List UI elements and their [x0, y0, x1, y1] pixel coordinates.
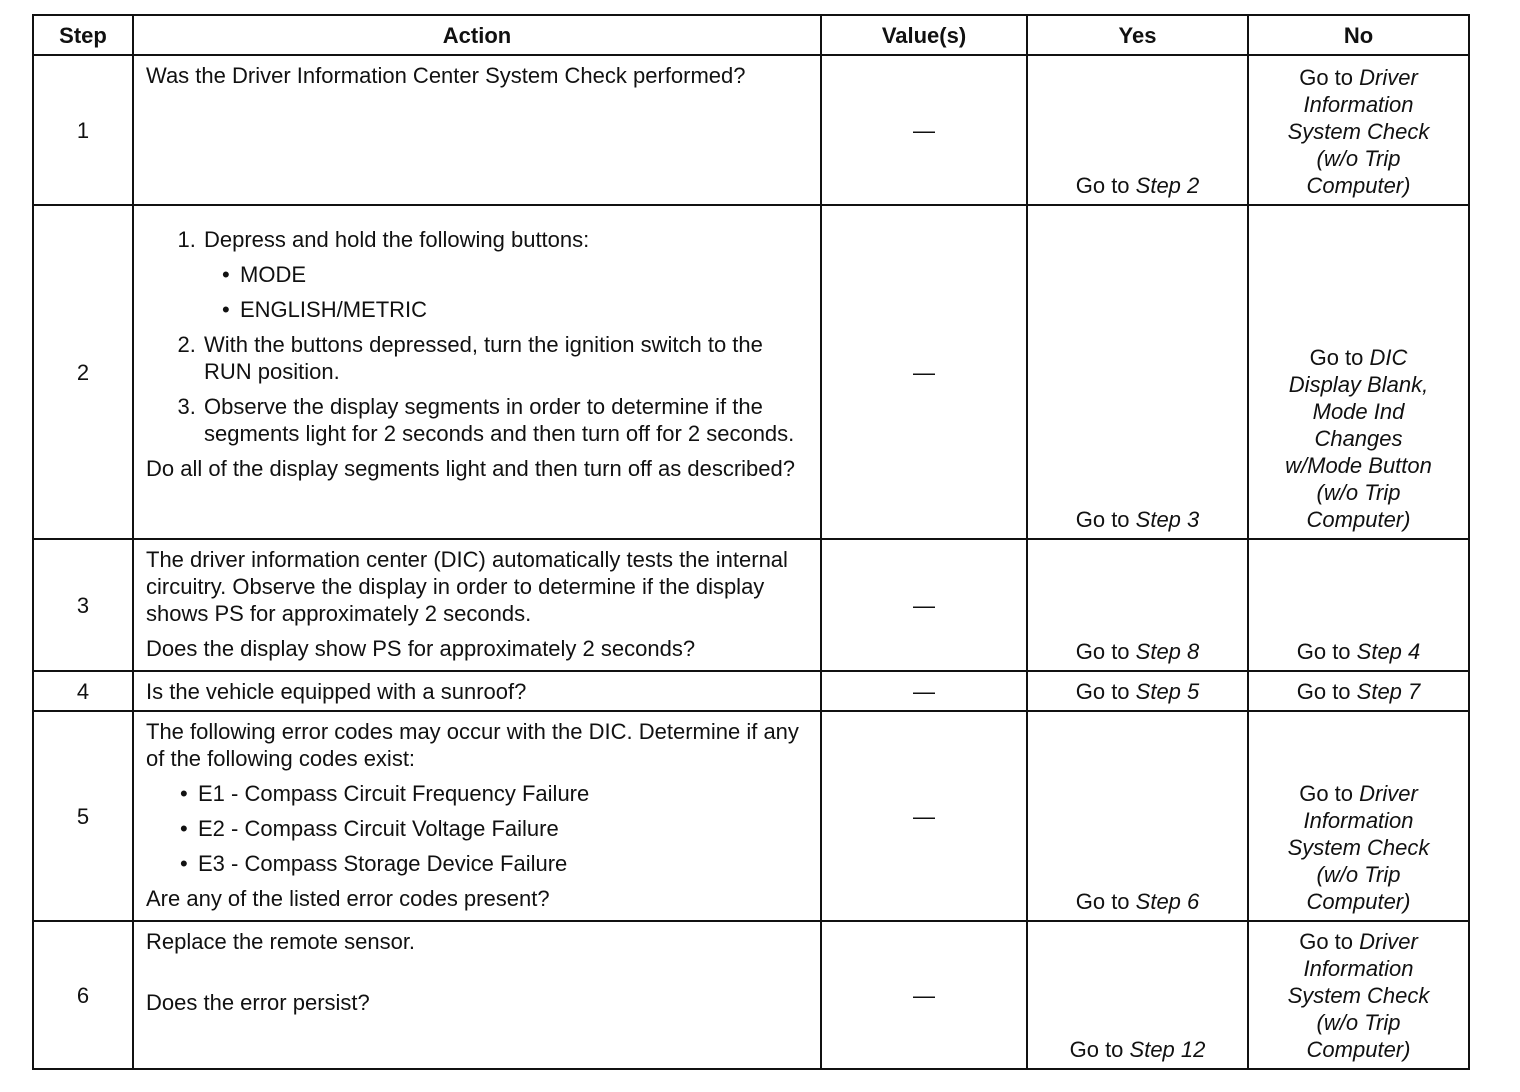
goto-prefix: Go to — [1075, 678, 1136, 704]
value-cell: — — [821, 711, 1027, 921]
yes-cell — [1027, 205, 1248, 539]
numbered-steps — [146, 226, 810, 447]
step-number: 5 — [33, 711, 133, 921]
list-item: • MODE — [240, 261, 810, 288]
yes-cell — [1027, 921, 1248, 1069]
list-item — [202, 226, 810, 323]
action-question: Does the display show PS for approximately 2 seconds? — [146, 636, 696, 661]
header-no: No — [1248, 15, 1469, 55]
step-number: 2 — [33, 205, 133, 539]
action-cell — [133, 711, 821, 921]
goto-prefix: Go to — [1299, 65, 1360, 90]
no-cell — [1248, 55, 1469, 205]
no-cell — [1248, 921, 1469, 1069]
goto-prefix: Go to — [1075, 173, 1136, 198]
step-number: 1 — [33, 55, 133, 205]
action-question: Are any of the listed error codes present? — [146, 886, 550, 911]
table-row — [33, 55, 1469, 205]
action-text: The following error codes may occur with the DIC. Determine if any of the following codes exist: — [146, 719, 799, 771]
list-item: • E3 - Compass Storage Device Failure — [198, 850, 810, 877]
yes-cell — [1027, 539, 1248, 671]
value-cell: — — [821, 539, 1027, 671]
goto-procedure-link[interactable]: DIC Display Blank, Mode Ind Changes w/Mode Button (w/o Trip Computer) — [1285, 345, 1432, 532]
header-row — [33, 15, 1469, 55]
goto-step-link[interactable]: Step 12 — [1129, 1037, 1206, 1062]
goto-procedure-link[interactable]: Driver Information System Check (w/o Trip Computer) — [1287, 65, 1430, 198]
yes-cell — [1027, 711, 1248, 921]
action-question: Does the error persist? — [146, 990, 370, 1015]
goto-prefix: Go to — [1299, 781, 1360, 806]
goto-prefix: Go to — [1296, 678, 1357, 704]
action-question: Do all of the display segments light and then turn off as described? — [146, 456, 795, 481]
goto-prefix: Go to — [1075, 889, 1136, 914]
action-text: Was the Driver Information Center System Check performed? — [146, 63, 746, 88]
list-item: 2. With the buttons depressed, turn the ignition switch to the RUN position. — [202, 331, 810, 385]
step-text: Depress and hold the following buttons: — [204, 227, 590, 252]
table-row — [33, 921, 1469, 1069]
table-row — [33, 671, 1469, 711]
action-cell — [133, 921, 821, 1069]
goto-step-link[interactable]: Step 2 — [1135, 173, 1200, 198]
action-cell — [133, 55, 821, 205]
table-row — [33, 711, 1469, 921]
action-cell — [133, 205, 821, 539]
header-step: Step — [33, 15, 133, 55]
table-row — [33, 539, 1469, 671]
action-text: Is the vehicle equipped with a sunroof? — [146, 678, 527, 704]
goto-prefix: Go to — [1309, 345, 1370, 370]
spacer — [146, 955, 810, 989]
step-number: 3 — [33, 539, 133, 671]
step-number: 4 — [33, 671, 133, 711]
step-number: 6 — [33, 921, 133, 1069]
table-row — [33, 205, 1469, 539]
goto-prefix: Go to — [1075, 507, 1136, 532]
goto-prefix: Go to — [1075, 639, 1136, 664]
goto-prefix: Go to — [1299, 929, 1360, 954]
goto-procedure-link[interactable]: Driver Information System Check (w/o Trip Computer) — [1287, 929, 1430, 1062]
action-cell — [133, 539, 821, 671]
no-cell — [1248, 671, 1469, 711]
yes-cell — [1027, 55, 1248, 205]
goto-step-link[interactable]: Step 8 — [1135, 639, 1200, 664]
action-cell — [133, 671, 821, 711]
value-cell: — — [821, 671, 1027, 711]
value-cell: — — [821, 55, 1027, 205]
action-text: The driver information center (DIC) automatically tests the internal circuitry. Observe the display in order to determine if the display shows PS for approximately 2 seconds. — [146, 547, 788, 626]
no-cell — [1248, 711, 1469, 921]
value-cell: — — [821, 205, 1027, 539]
list-item: 3. Observe the display segments in order to determine if the segments light for 2 seconds and then turn off for 2 seconds. — [202, 393, 810, 447]
action-text: Replace the remote sensor. — [146, 929, 416, 954]
goto-step-link[interactable]: Step 4 — [1356, 639, 1421, 664]
diagnostic-table — [32, 14, 1470, 1070]
list-item: • E2 - Compass Circuit Voltage Failure — [198, 815, 810, 842]
button-list — [204, 261, 810, 323]
goto-step-link[interactable]: Step 6 — [1135, 889, 1200, 914]
yes-cell — [1027, 671, 1248, 711]
list-item: • E1 - Compass Circuit Frequency Failure — [198, 780, 810, 807]
header-action: Action — [133, 15, 821, 55]
goto-procedure-link[interactable]: Driver Information System Check (w/o Trip Computer) — [1287, 781, 1430, 914]
goto-step-link[interactable]: Step 5 — [1135, 678, 1200, 704]
goto-step-link[interactable]: Step 3 — [1135, 507, 1200, 532]
list-item: • ENGLISH/METRIC — [240, 296, 810, 323]
goto-prefix: Go to — [1296, 639, 1357, 664]
no-cell — [1248, 205, 1469, 539]
header-values: Value(s) — [821, 15, 1027, 55]
no-cell — [1248, 539, 1469, 671]
value-cell: — — [821, 921, 1027, 1069]
error-code-list — [146, 780, 810, 877]
header-yes: Yes — [1027, 15, 1248, 55]
goto-step-link[interactable]: Step 7 — [1356, 678, 1421, 704]
goto-prefix: Go to — [1069, 1037, 1130, 1062]
